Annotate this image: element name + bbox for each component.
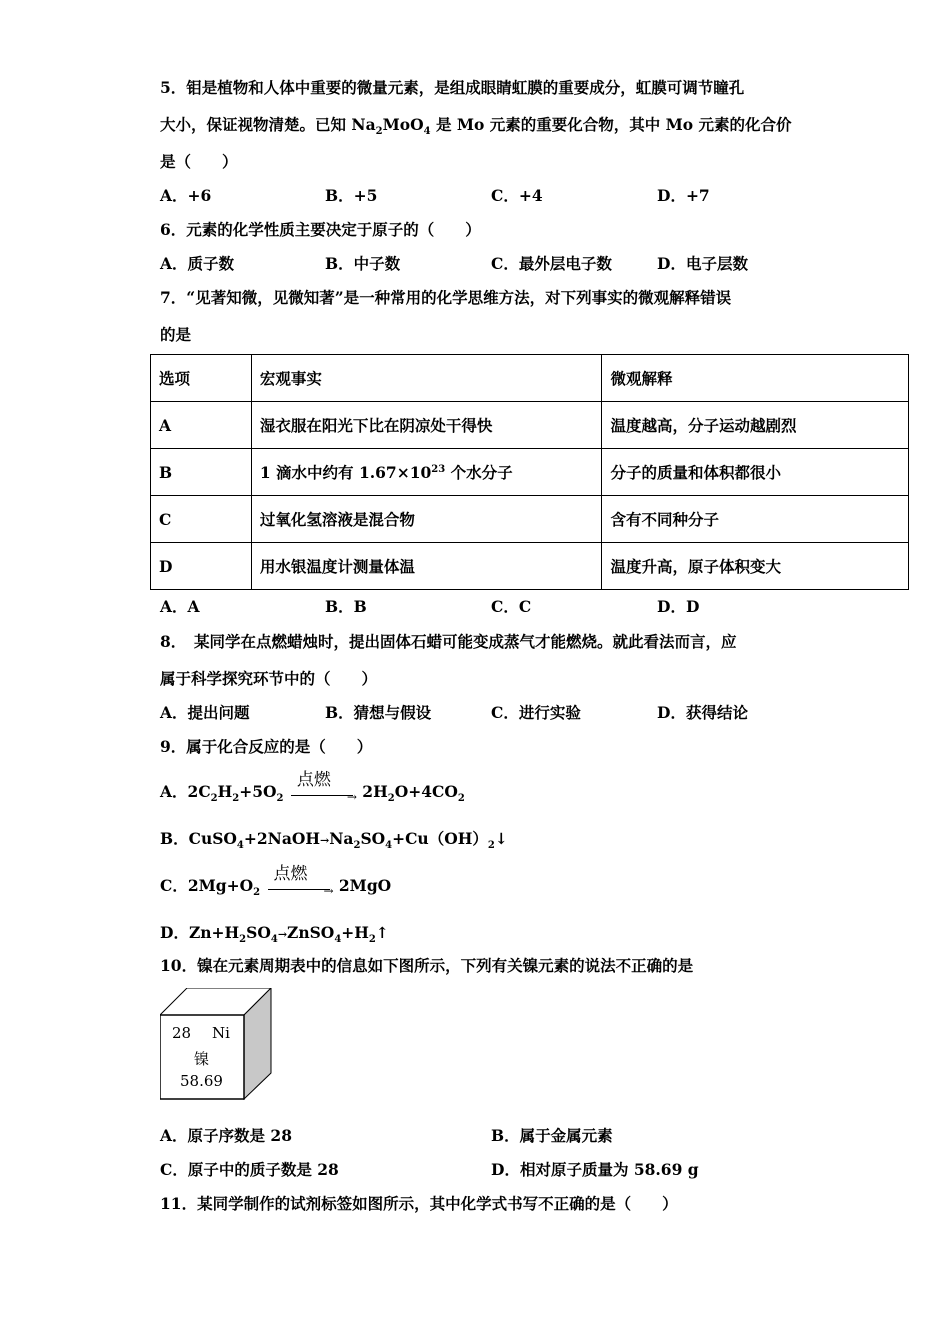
- q9-stem: 9．属于化合反应的是（ ）: [160, 737, 373, 756]
- q6-stem: 6．元素的化学性质主要决定于原子的（ ）: [160, 220, 481, 239]
- q7-stem-line2: 的是: [160, 325, 192, 344]
- q6-option-a[interactable]: A．质子数: [160, 254, 235, 273]
- q9-option-d[interactable]: D．$Zn+H_2SO_4\to ZnSO_4+H_2↑$: [160, 923, 389, 946]
- q10-option-d[interactable]: D．相对原子质量为 58.69 g: [491, 1160, 699, 1179]
- table-row: [151, 496, 909, 543]
- q5-stem-line3: 是（ ）: [160, 152, 238, 171]
- q10-option-a[interactable]: A．原子序数是 28: [160, 1126, 292, 1145]
- table-row: [151, 402, 909, 449]
- q7-option-c[interactable]: C．C: [491, 597, 532, 616]
- q5-stem-line2: 大小，保证视物清楚。已知 $Na_2MoO_4$ 是 Mo 元素的重要化合物，其中 Mo 元素的化合价: [160, 115, 792, 138]
- q9-option-b[interactable]: B．$CuSO_4+2NaOH\to Na_2SO_4+Cu(OH)_2↓$: [160, 829, 508, 852]
- q5-option-d[interactable]: D．+7: [657, 186, 710, 205]
- element-number: 28: [172, 1024, 192, 1042]
- table-cell-fact: 用水银温度计测量体温: [251, 543, 602, 590]
- element-mass: 58.69: [180, 1072, 223, 1090]
- q11-stem: 11．某同学制作的试剂标签如图所示，其中化学式书写不正确的是（ ）: [160, 1194, 678, 1213]
- q10-option-b[interactable]: B．属于金属元素: [491, 1126, 613, 1145]
- q8-option-c[interactable]: C．进行实验: [491, 703, 581, 722]
- table-header-option: 选项: [151, 355, 252, 402]
- reaction-arrow-icon: 点燃 →: [266, 877, 334, 897]
- table-cell-option: C: [151, 496, 252, 543]
- table-cell-explain: 温度越高，分子运动越剧烈: [602, 402, 909, 449]
- table-cell-fact: 湿衣服在阳光下比在阴凉处干得快: [251, 402, 602, 449]
- q9-option-c[interactable]: C．$2Mg+O_2$ 点燃 → 2MgO: [160, 864, 392, 899]
- q10-option-c[interactable]: C．原子中的质子数是 28: [160, 1160, 339, 1179]
- element-name: 镍: [194, 1050, 210, 1068]
- table-cell-explain: 分子的质量和体积都很小: [602, 449, 909, 496]
- q6-option-d[interactable]: D．电子层数: [657, 254, 748, 273]
- table-header-row: [151, 355, 909, 402]
- table-cell-option: A: [151, 402, 252, 449]
- q6-option-c[interactable]: C．最外层电子数: [491, 254, 612, 273]
- q6-option-b[interactable]: B．中子数: [325, 254, 401, 273]
- q5-option-c[interactable]: C．+4: [491, 186, 543, 205]
- table-cell-option: D: [151, 543, 252, 590]
- q9-option-a[interactable]: A．$2C_2H_2+5O_2$ 点燃 → $2H_2O+4CO_2$: [160, 770, 465, 805]
- q7-facts-table: [150, 354, 909, 590]
- q5-option-a[interactable]: A．+6: [160, 186, 212, 205]
- table-cell-option: B: [151, 449, 252, 496]
- reaction-arrow-icon: 点燃 →: [289, 783, 357, 803]
- table-header-fact: 宏观事实: [251, 355, 602, 402]
- q5-option-b[interactable]: B．+5: [325, 186, 378, 205]
- q7-option-b[interactable]: B．B: [325, 597, 367, 616]
- table-cell-fact: 过氧化氢溶液是混合物: [251, 496, 602, 543]
- q8-stem-line1: 8． 某同学在点燃蜡烛时，提出固体石蜡可能变成蒸气才能燃烧。就此看法而言，应: [160, 632, 737, 651]
- q10-stem: 10．镍在元素周期表中的信息如下图所示，下列有关镍元素的说法不正确的是: [160, 956, 694, 975]
- q8-option-a[interactable]: A．提出问题: [160, 703, 250, 722]
- element-symbol: Ni: [212, 1024, 230, 1042]
- table-row: [151, 543, 909, 590]
- table-row: [151, 449, 909, 496]
- table-cell-explain: 含有不同种分子: [602, 496, 909, 543]
- q5-stem-line1: 5．钼是植物和人体中重要的微量元素，是组成眼睛虹膜的重要成分，虹膜可调节瞳孔: [160, 78, 745, 97]
- table-cell-explain: 温度升高，原子体积变大: [602, 543, 909, 590]
- q8-option-b[interactable]: B．猜想与假设: [325, 703, 432, 722]
- q8-stem-line2: 属于科学探究环节中的（ ）: [160, 669, 378, 688]
- table-header-explain: 微观解释: [602, 355, 909, 402]
- q7-option-a[interactable]: A．A: [160, 597, 200, 616]
- table-cell-fact: 1 滴水中约有 $1.67\times 10^{23}$ 个水分子: [251, 449, 602, 496]
- nickel-element-card: [160, 988, 272, 1100]
- q7-stem-line1: 7．“见著知微，见微知著”是一种常用的化学思维方法，对下列事实的微观解释错误: [160, 288, 732, 307]
- q7-option-d[interactable]: D．D: [657, 597, 700, 616]
- q8-option-d[interactable]: D．获得结论: [657, 703, 748, 722]
